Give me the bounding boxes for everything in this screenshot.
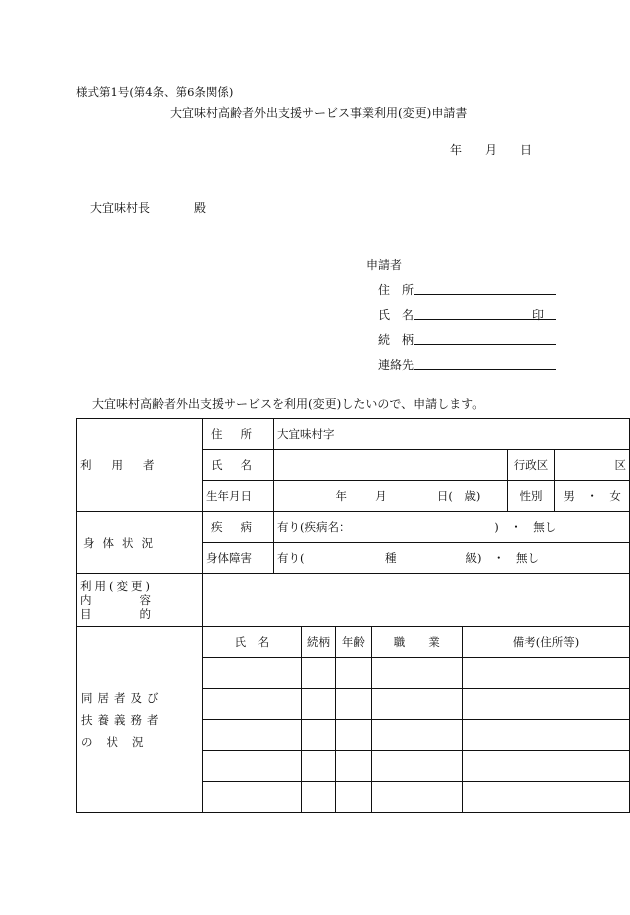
disability-field[interactable] bbox=[274, 543, 630, 574]
disability-value: 有り( 種 級) ・ 無し bbox=[277, 551, 539, 565]
applicant-relation-label: 続 柄 bbox=[378, 333, 415, 347]
date-year-label: 年 bbox=[450, 143, 463, 157]
date-day-label: 日 bbox=[520, 143, 533, 157]
user-address-row bbox=[77, 419, 630, 450]
household-age-cell[interactable] bbox=[336, 782, 371, 813]
usage-label-line3: 目的 bbox=[80, 607, 199, 621]
applicant-contact-label: 連絡先 bbox=[378, 358, 415, 372]
household-age-cell[interactable] bbox=[336, 689, 371, 720]
household-occupation-cell[interactable] bbox=[371, 782, 462, 813]
household-name-cell[interactable] bbox=[203, 689, 302, 720]
user-sex-label: 性別 bbox=[507, 481, 554, 512]
usage-label-line1: 利用(変更) bbox=[80, 579, 153, 593]
applicant-address-label: 住 所 bbox=[378, 283, 415, 297]
household-relation-cell[interactable] bbox=[301, 782, 335, 813]
household-header-row bbox=[77, 627, 630, 658]
addressee-honorific: 殿 bbox=[194, 201, 207, 215]
household-occupation-cell[interactable] bbox=[371, 720, 462, 751]
applicant-name-label: 氏 名 bbox=[378, 308, 415, 322]
user-district-unit: 区 bbox=[614, 458, 626, 472]
household-relation-cell[interactable] bbox=[301, 689, 335, 720]
household-occupation-cell[interactable] bbox=[371, 751, 462, 782]
household-relation-cell[interactable] bbox=[301, 658, 335, 689]
usage-label-line2: 内容 bbox=[80, 593, 199, 607]
applicant-address-line[interactable] bbox=[414, 294, 556, 295]
household-remarks-cell[interactable] bbox=[463, 689, 630, 720]
household-remarks-cell[interactable] bbox=[463, 720, 630, 751]
user-district-label: 行政区 bbox=[507, 450, 554, 481]
household-relation-cell[interactable] bbox=[301, 720, 335, 751]
disability-label: 身体障害 bbox=[203, 543, 274, 574]
household-label-line3: の状況 bbox=[81, 734, 158, 749]
household-col-name: 氏 名 bbox=[203, 627, 302, 658]
household-age-cell[interactable] bbox=[336, 720, 371, 751]
dob-day-age: 日( 歳) bbox=[436, 489, 481, 503]
addressee-name: 大宜味村長 bbox=[90, 201, 151, 215]
user-dob-field[interactable] bbox=[274, 481, 508, 512]
user-address-value: 大宜味村字 bbox=[277, 427, 335, 441]
application-statement: 大宜味村高齢者外出支援サービスを利用(変更)したいので、申請します。 bbox=[92, 397, 485, 411]
date-month-label: 月 bbox=[485, 143, 498, 157]
dob-year: 年 bbox=[335, 489, 347, 503]
form-number: 様式第1号(第4条、第6条関係) bbox=[76, 85, 234, 99]
disease-field[interactable] bbox=[274, 512, 630, 543]
household-remarks-cell[interactable] bbox=[463, 658, 630, 689]
usage-label bbox=[77, 574, 203, 627]
household-age-cell[interactable] bbox=[336, 751, 371, 782]
user-address-label: 住所 bbox=[203, 419, 274, 450]
user-section-label bbox=[77, 419, 203, 512]
household-age-cell[interactable] bbox=[336, 658, 371, 689]
applicant-seal-label: 印 bbox=[532, 308, 545, 322]
household-remarks-cell[interactable] bbox=[463, 782, 630, 813]
household-name-cell[interactable] bbox=[203, 658, 302, 689]
usage-field[interactable] bbox=[203, 574, 630, 627]
household-occupation-cell[interactable] bbox=[371, 658, 462, 689]
household-section-label bbox=[77, 627, 203, 813]
user-address-field[interactable] bbox=[274, 419, 630, 450]
user-sex-value: 男 ・ 女 bbox=[563, 489, 621, 503]
household-col-age: 年齢 bbox=[336, 627, 371, 658]
household-label-line2: 扶養義務者 bbox=[81, 712, 164, 727]
applicant-relation-line[interactable] bbox=[414, 344, 556, 345]
household-occupation-cell[interactable] bbox=[371, 689, 462, 720]
user-section-heading: 利用者 bbox=[80, 458, 175, 472]
household-name-cell[interactable] bbox=[203, 751, 302, 782]
household-label-line1: 同居者及び bbox=[81, 690, 164, 705]
application-table bbox=[76, 418, 630, 813]
household-col-occupation: 職 業 bbox=[371, 627, 462, 658]
user-name-label: 氏名 bbox=[203, 450, 274, 481]
user-section-text bbox=[80, 457, 199, 473]
dob-month: 月 bbox=[375, 489, 387, 503]
user-district-field[interactable] bbox=[555, 450, 630, 481]
user-sex-field[interactable] bbox=[555, 481, 630, 512]
condition-disease-row bbox=[77, 512, 630, 543]
applicant-heading: 申請者 bbox=[366, 258, 403, 272]
household-relation-cell[interactable] bbox=[301, 751, 335, 782]
applicant-contact-line[interactable] bbox=[414, 369, 556, 370]
form-title: 大宜味村高齢者外出支援サービス事業利用(変更)申請書 bbox=[170, 106, 468, 120]
user-name-field[interactable] bbox=[274, 450, 508, 481]
usage-row bbox=[77, 574, 630, 627]
household-col-remarks: 備考(住所等) bbox=[463, 627, 630, 658]
disease-value: 有り(疾病名： ) ・ 無し bbox=[277, 520, 557, 534]
household-name-cell[interactable] bbox=[203, 782, 302, 813]
disease-label: 疾病 bbox=[203, 512, 274, 543]
household-remarks-cell[interactable] bbox=[463, 751, 630, 782]
applicant-name-line[interactable] bbox=[414, 319, 556, 320]
condition-section-label: 身体状況 bbox=[77, 512, 203, 574]
household-col-relation: 続柄 bbox=[301, 627, 335, 658]
user-dob-label: 生年月日 bbox=[203, 481, 274, 512]
household-name-cell[interactable] bbox=[203, 720, 302, 751]
